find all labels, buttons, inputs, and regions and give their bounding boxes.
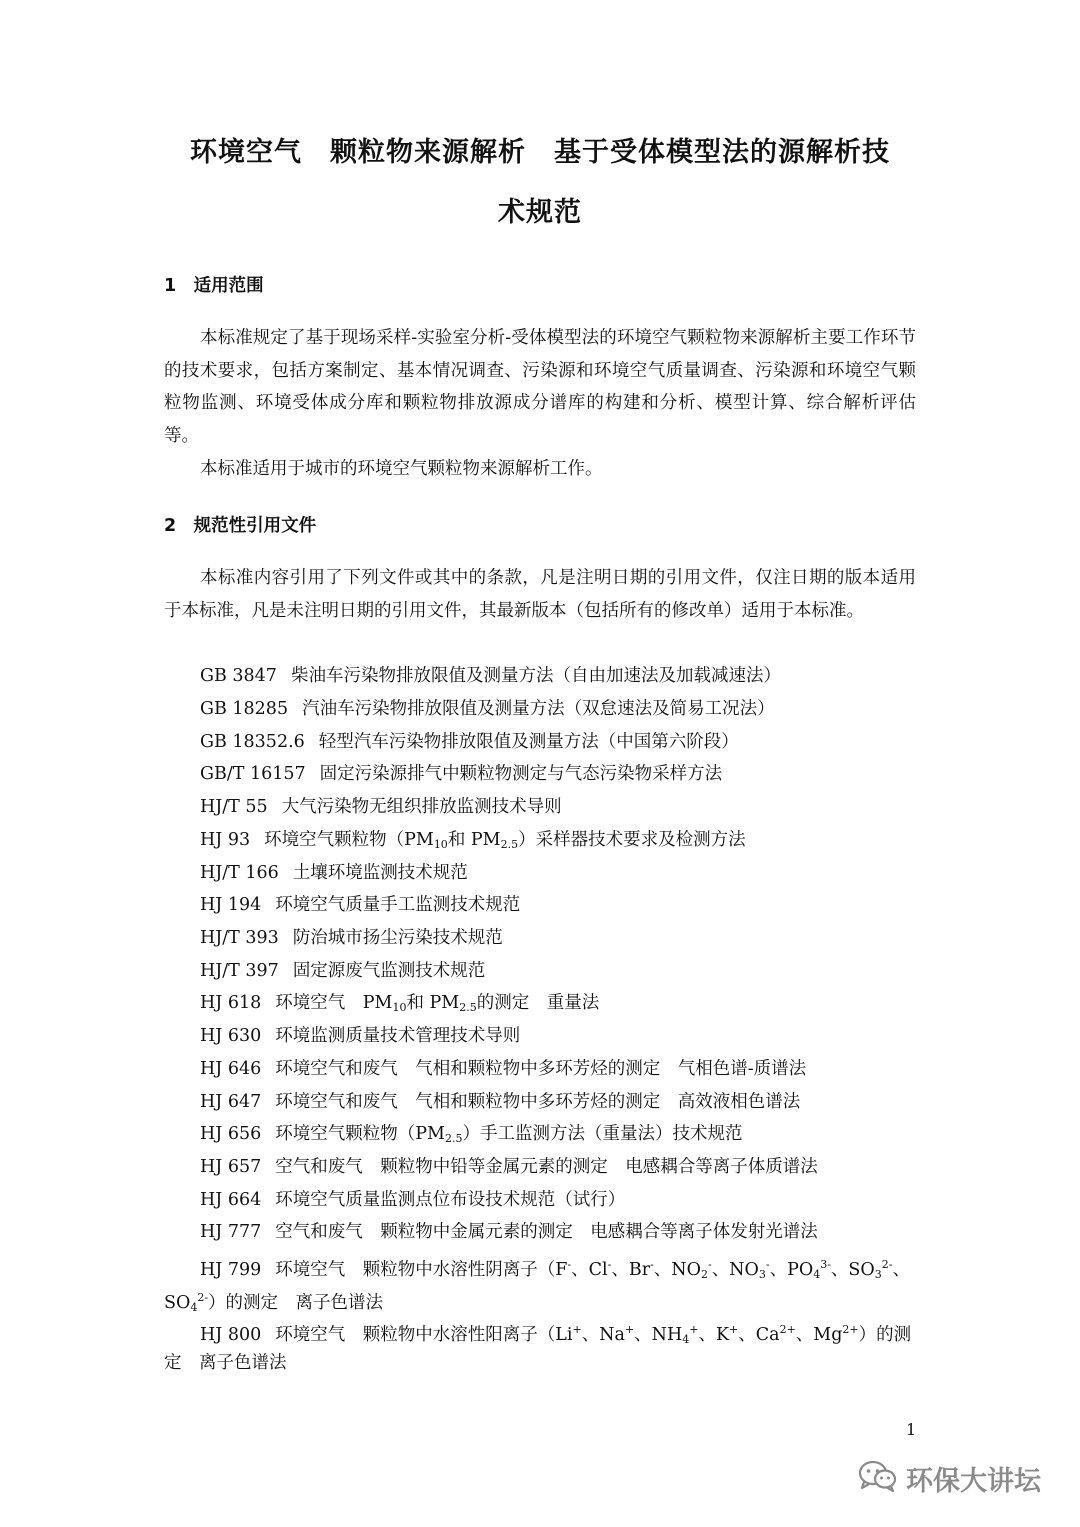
reference-title-part: 和 PM xyxy=(447,830,501,850)
subscript: 2 xyxy=(700,1268,708,1281)
reference-title-part: ）采样器技术要求及检测方法 xyxy=(518,830,746,850)
reference-title: 环境空气和废气 气相和颗粒物中多环芳烃的测定 气相色谱-质谱法 xyxy=(275,1059,807,1079)
reference-item xyxy=(200,1122,742,1151)
reference-item xyxy=(200,1188,625,1212)
reference-code: GB 3847 xyxy=(200,666,277,686)
reference-title: 环境监测质量技术管理技术导则 xyxy=(275,1026,521,1046)
reference-title: 土壤环境监测技术规范 xyxy=(292,863,468,883)
subscript: 4 xyxy=(813,1268,821,1281)
reference-title: 空气和废气 颗粒物中铅等金属元素的测定 电感耦合等离子体质谱法 xyxy=(275,1157,818,1177)
references-intro: 本标准内容引用了下列文件或其中的条款，凡是注明日期的引用文件，仅注日期的版本适用于本标准，凡是未注明日期的引用文件，其最新版本（包括所有的修改单）适用于本标准。 xyxy=(164,568,916,621)
superscript: - xyxy=(765,1258,770,1271)
reference-code: HJ 647 xyxy=(200,1092,262,1112)
reference-title: 固定源废气监测技术规范 xyxy=(292,961,486,981)
reference-title-part: 、NO xyxy=(653,1260,701,1280)
reference-title: 固定污染源排气中颗粒物测定与气态污染物采样方法 xyxy=(319,764,723,784)
section-heading-scope: 1 适用范围 xyxy=(164,276,264,296)
reference-item xyxy=(200,926,503,950)
reference-item xyxy=(200,1057,806,1081)
reference-title-part: 环境空气 颗粒物中水溶性阳离子（Li xyxy=(275,1325,573,1345)
reference-code: HJ 630 xyxy=(200,1026,262,1046)
reference-title: 大气污染物无组织排放监测技术导则 xyxy=(281,797,562,817)
reference-item xyxy=(200,828,746,857)
reference-code: HJ 777 xyxy=(200,1222,262,1242)
superscript: 3- xyxy=(820,1258,831,1271)
superscript: + xyxy=(624,1323,635,1336)
reference-code: HJ 93 xyxy=(200,830,251,850)
reference-item xyxy=(200,861,468,885)
reference-title-part: SO xyxy=(164,1293,191,1313)
superscript: 2+ xyxy=(842,1323,859,1336)
reference-item xyxy=(200,762,722,786)
reference-title: 环境空气和废气 气相和颗粒物中多环芳烃的测定 高效液相色谱法 xyxy=(275,1092,801,1112)
subscript: 4 xyxy=(190,1301,198,1314)
reference-code: HJ 800 xyxy=(200,1325,262,1345)
reference-code: GB 18352.6 xyxy=(200,732,305,752)
subscript: 10 xyxy=(392,1001,407,1014)
watermark-text: 环保大讲坛 xyxy=(906,1465,1041,1497)
reference-title-part: 、 xyxy=(892,1260,910,1280)
reference-item xyxy=(200,1024,520,1048)
subscript: 4 xyxy=(682,1333,690,1346)
superscript: + xyxy=(572,1323,582,1336)
reference-title: 防治城市扬尘污染技术规范 xyxy=(292,928,503,948)
reference-title-part: 、SO xyxy=(830,1260,875,1280)
superscript: - xyxy=(650,1258,654,1271)
subscript: 2.5 xyxy=(459,1001,477,1014)
scope-paragraph-2: 本标准适用于城市的环境空气颗粒物来源解析工作。 xyxy=(200,459,603,479)
reference-title-part: 、NO xyxy=(711,1260,759,1280)
reference-item xyxy=(200,959,485,983)
reference-code: GB 18285 xyxy=(200,699,289,719)
reference-item xyxy=(200,664,781,688)
wechat-icon xyxy=(858,1459,898,1497)
superscript: 2- xyxy=(197,1291,209,1304)
reference-title: 空气和废气 颗粒物中金属元素的测定 电感耦合等离子体发射光谱法 xyxy=(275,1222,818,1242)
reference-code: HJ/T 55 xyxy=(200,797,268,817)
subscript: 2.5 xyxy=(444,1132,463,1145)
reference-code: HJ 194 xyxy=(200,895,262,915)
subscript: 2.5 xyxy=(500,838,519,851)
reference-title: 轻型汽车污染物排放限值及测量方法（中国第六阶段） xyxy=(318,732,739,752)
reference-title-part: 环境空气 颗粒物中水溶性阴离子（F xyxy=(275,1260,568,1280)
reference-title-part: ）的测 xyxy=(858,1325,912,1345)
reference-title-part: 、K xyxy=(698,1325,730,1345)
reference-title: 柴油车污染物排放限值及测量方法（自由加速法及加载减速法） xyxy=(290,666,781,686)
subscript: 10 xyxy=(433,838,448,851)
superscript: 2- xyxy=(881,1258,893,1271)
reference-title-part: 、Br xyxy=(611,1260,651,1280)
superscript: - xyxy=(707,1258,712,1271)
reference-title-part: 、Cl xyxy=(571,1260,608,1280)
subscript: 3 xyxy=(874,1268,882,1281)
document-title-line2: 术规范 xyxy=(498,197,582,228)
reference-title-part: 、PO xyxy=(769,1260,814,1280)
page-number: 1 xyxy=(906,1420,917,1439)
reference-code: HJ 656 xyxy=(200,1124,262,1144)
superscript: + xyxy=(729,1323,739,1336)
reference-code: HJ 618 xyxy=(200,993,262,1013)
reference-title-part: 环境空气颗粒物（PM xyxy=(264,830,434,850)
reference-code: HJ 799 xyxy=(200,1260,262,1280)
reference-code: HJ/T 393 xyxy=(200,928,279,948)
reference-title-part: 和 PM xyxy=(406,993,460,1013)
superscript: + xyxy=(689,1323,699,1336)
reference-item xyxy=(200,1155,818,1179)
reference-title-part: 环境空气 PM xyxy=(275,993,393,1013)
reference-item-continuation xyxy=(164,1286,383,1320)
reference-title-part: ）的测定 离子色谱法 xyxy=(208,1293,384,1313)
reference-title-part: ）手工监测方法（重量法）技术规范 xyxy=(462,1124,743,1144)
reference-code: HJ 664 xyxy=(200,1190,262,1210)
scope-paragraph-1: 本标准规定了基于现场采样-实验室分析-受体模型法的环境空气颗粒物来源解析主要工作环节的技术要求，包括方案制定、基本情况调查、污染源和环境空气质量调查、污染源和环境空气颗粒物监测、环境受体成分库和颗粒物排放源成分谱库的构建和分析、模型计算、综合解析评估等。 xyxy=(164,328,916,447)
subscript: 3 xyxy=(758,1268,766,1281)
reference-title: 环境空气质量手工监测技术规范 xyxy=(275,895,521,915)
reference-item xyxy=(200,795,562,819)
reference-title-part: 、NH xyxy=(634,1325,683,1345)
reference-item-continuation: 定 离子色谱法 xyxy=(164,1353,287,1373)
reference-item xyxy=(200,1220,818,1244)
reference-code: HJ 657 xyxy=(200,1157,262,1177)
reference-code: GB/T 16157 xyxy=(200,764,306,784)
reference-item xyxy=(200,1090,800,1114)
reference-title-part: 、Ca xyxy=(738,1325,780,1345)
superscript: - xyxy=(567,1258,572,1271)
reference-title-part: 、Na xyxy=(581,1325,625,1345)
document-title-line1: 环境空气 颗粒物来源解析 基于受体模型法的源解析技 xyxy=(190,137,890,168)
reference-item xyxy=(200,991,599,1020)
reference-title: 汽油车污染物排放限值及测量方法（双怠速法及简易工况法） xyxy=(302,699,775,719)
reference-item xyxy=(200,697,775,721)
superscript: 2+ xyxy=(779,1323,796,1336)
superscript: - xyxy=(607,1258,612,1271)
reference-title: 环境空气质量监测点位布设技术规范（试行） xyxy=(275,1190,626,1210)
reference-title-part: 环境空气颗粒物（PM xyxy=(275,1124,445,1144)
reference-title-part: 的测定 重量法 xyxy=(476,993,600,1013)
reference-item xyxy=(200,1253,910,1287)
section-heading-references: 2 规范性引用文件 xyxy=(164,516,317,536)
reference-item xyxy=(200,1318,911,1352)
reference-item xyxy=(200,893,520,917)
watermark xyxy=(858,1458,1041,1498)
reference-item xyxy=(200,730,739,754)
reference-code: HJ/T 397 xyxy=(200,961,279,981)
reference-code: HJ 646 xyxy=(200,1059,262,1079)
reference-title-part: 、Mg xyxy=(795,1325,843,1345)
reference-code: HJ/T 166 xyxy=(200,863,279,883)
